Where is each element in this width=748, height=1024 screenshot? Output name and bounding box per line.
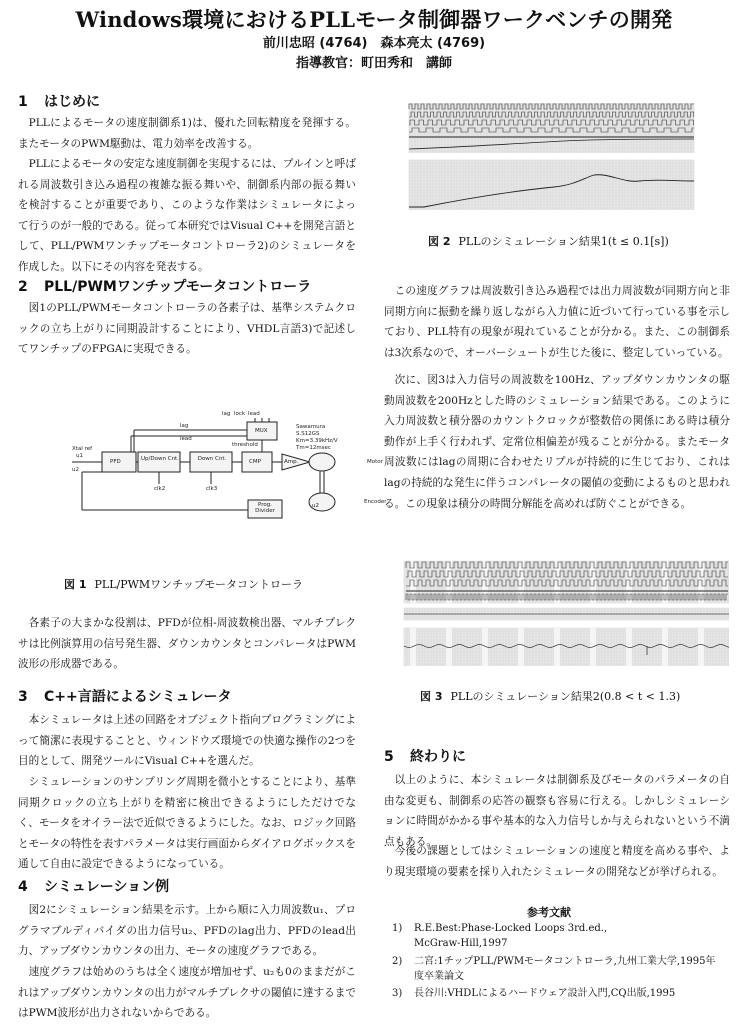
authors: 前川忠昭 (4764) 森本亮太 (4769) xyxy=(262,36,486,51)
section-3-paragraph: 本シミュレータは上述の回路をオブジェクト指向プログラミングによって簡潔に表現することと、ウィンドウズ環境での快適な操作の2つを目的として、開発ツールにVisual C++を選んだ。 xyxy=(18,714,356,768)
section-5-paragraph: 今後の課題としてはシミュレーションの速度と精度を高める事や、より現実環境の要素を採り入れたシミュレータの開発などが挙げられる。 xyxy=(384,845,730,878)
highlight-band xyxy=(554,628,560,666)
section-number: 1 xyxy=(18,94,28,110)
caption-text: PLLのシミュレーション結果2(0.8 < t < 1.3) xyxy=(450,690,681,703)
figure-2-caption xyxy=(428,233,669,249)
signal-clk3: clk3 xyxy=(206,486,218,492)
signal-lag: lag xyxy=(180,423,189,429)
section-1-paragraph: PLLによるモータの安定な速度制御を実現するには、プルインと呼ばれる周波数引き込み過程の複雑な振る舞いや、制御系内部の振る舞いを検討することが重要であり、このような作業はシミュレータによって行うのが一般的である。従って本研究ではVisual C++を開発言語として、PLL/PWMワンチップモータコントローラ2)のシミュレータを作成した。以下にその内容を発表する。 xyxy=(18,158,356,273)
motor-param: Tm=12msec xyxy=(296,445,331,451)
highlight-band xyxy=(698,628,704,666)
motor-param: Km=3.39kHz/V xyxy=(296,438,338,444)
motor-param: Sawamura xyxy=(296,424,326,430)
figure-3-caption xyxy=(420,688,680,704)
section-number: 3 xyxy=(18,689,28,705)
highlight-band xyxy=(482,561,488,603)
block-label-motor: Motor xyxy=(367,459,383,465)
section-5-heading xyxy=(384,746,466,766)
section-2-heading xyxy=(18,276,311,296)
section-title: はじめに xyxy=(44,94,100,110)
section-number: 4 xyxy=(18,879,28,895)
figure-1-caption xyxy=(64,576,303,592)
right-column xyxy=(384,0,730,1021)
reference-number: 1) xyxy=(392,923,403,934)
section-title: PLL/PWMワンチップモータコントローラ xyxy=(44,279,312,295)
section-number: 5 xyxy=(384,749,394,765)
section-1-paragraph: PLLによるモータの速度制御系1)は、優れた回転精度を発揮する。またモータのPWM駆動は、電力効率を改善する。 xyxy=(18,117,356,150)
highlight-band xyxy=(410,561,416,603)
section-number: 2 xyxy=(18,279,28,295)
block-label-cmp: CMP xyxy=(249,459,261,465)
highlight-band xyxy=(698,561,704,603)
motor-params xyxy=(296,424,338,452)
highlight-band xyxy=(518,628,524,666)
reference-text: 長谷川:VHDLによるハードウェア設計入門,CQ出版,1995 xyxy=(414,988,676,999)
motor-param: S.S12GS xyxy=(296,431,320,437)
reference-number: 3) xyxy=(392,988,403,999)
section-4-paragraph: 次に、図3は入力信号の周波数を100Hz、アップダウンカウンタの駆動周波数を200Hzとした時のシミュレーション結果である。このように入力周波数と積分器のカウントクロックが整数倍の関係にある時は積分動作が上手く行われず、定常位相偏差が残ることが分かる。またモータ周波数にはlagの周期に合わせたリプルが持続的に生じており、これはlagの持続的な発生に伴うコンパレータの閾値の変動によるものと思われる。この現象は積分の時間分解能を高めれば防ぐことができる。 xyxy=(384,374,730,510)
signal-lead: lead xyxy=(180,436,192,442)
section-4-paragraph: この速度グラフは周波数引き込み過程では出力周波数が同期方向と非同期方向に振動を繰り返しながら入力値に近づいて行っている事を示しており、PLL特有の現象が現れていることが分かる。また、この制御系は3次系なので、オーバーシュートが生じた後に、整定していっている。 xyxy=(384,285,730,359)
caption-text: PLLのシミュレーション結果1(t ≤ 0.1[s]) xyxy=(458,235,669,248)
signal-threshold: threshold xyxy=(232,442,258,448)
block-label-prog-divider: Prog. Divider xyxy=(255,502,275,514)
section-4-heading xyxy=(18,876,169,896)
highlight-band xyxy=(590,561,596,603)
block-label-encoder: Encoder xyxy=(364,499,387,505)
figure-label: 図 2 xyxy=(428,235,451,248)
section-title: C++言語によるシミュレータ xyxy=(44,689,232,705)
reference-item xyxy=(392,954,722,984)
paper-title: Windows環境におけるPLLモータ制御器ワークベンチの開発 xyxy=(75,7,673,32)
references-title: 参考文献 xyxy=(527,906,571,919)
highlight-band xyxy=(554,561,560,603)
highlight-band xyxy=(662,561,668,603)
speed-graph-area xyxy=(409,160,694,210)
section-3-paragraph: シミュレーションのサンプリング周期を微小とすることにより、基準同期クロックの立ち上がりを精密に検出できるようにしただけでなく、モータをオイラー法で近似できるようにした。なお、ロジック回路とモータの特性を表すパラメータは実行画面からダイアログボックスを通して自由に設定できるようになっている。 xyxy=(18,776,356,871)
highlight-band xyxy=(518,561,524,603)
highlight-band xyxy=(446,561,452,603)
signal-u2-feedback: u2 xyxy=(312,503,319,509)
section-2-paragraph: 図1のPLL/PWMモータコントローラの各素子は、基準システムクロックの立ち上がりに同期設計することにより、VHDL言語3)で記述してワンチップのFPGAに実現できる。 xyxy=(18,302,356,356)
signal-lead-top: lead xyxy=(248,411,260,417)
reference-text: 二宮:1チップPLL/PWMモータコントローラ,九州工業大学,1995年度卒業論文 xyxy=(414,956,716,982)
reference-item xyxy=(392,921,722,951)
signal-u2-in: u2 xyxy=(72,467,79,473)
figure-label: 図 1 xyxy=(64,578,87,591)
section-5-paragraph: 以上のように、本シミュレータは制御系及びモータのパラメータの自由な変更も、制御系の応答の観察も容易に行える。しかしシミュレーションに時間がかかる事や基本的な入力信号しか与えられないという不満点もある。 xyxy=(384,774,730,848)
plot-background xyxy=(409,160,694,210)
figure-1-labels xyxy=(72,411,387,528)
section-3-heading xyxy=(18,686,231,706)
signal-xtal: Xtal ref xyxy=(72,446,93,452)
figure-3-simulation-plot xyxy=(384,553,734,668)
block-label-amp: Amp. xyxy=(284,459,299,465)
section-4-paragraph: 速度グラフは始めのうちは全く速度が増加せず、u₂も0のままだがこれはアップダウンカウンタの出力がマルチプレクサの閾値に達するまではPWM波形が出力されないからである。 xyxy=(18,966,356,1020)
reference-number: 2) xyxy=(392,956,403,967)
section-title: 終わりに xyxy=(410,749,466,765)
signal-lag-top: lag xyxy=(222,411,231,417)
reference-item xyxy=(392,986,722,1001)
signal-u1: u1 xyxy=(76,453,83,459)
figure-2-simulation-plot xyxy=(404,103,696,213)
signal-clk2: clk2 xyxy=(154,486,166,492)
block-label-mux: MUX xyxy=(255,428,268,434)
figure-label: 図 3 xyxy=(420,690,443,703)
reference-text: R.E.Best:Phase-Locked Loops 3rd.ed., McGraw-Hill,1997 xyxy=(414,923,608,949)
caption-text: PLL/PWMワンチップモータコントローラ xyxy=(94,578,303,591)
section-1-heading xyxy=(18,91,100,111)
section-title: シミュレーション例 xyxy=(44,879,170,895)
block-label-pfd: PFD xyxy=(110,459,121,465)
block-label-updown: Up/Down Cnt. xyxy=(141,456,179,462)
block-label-down: Down Cnt. xyxy=(197,456,227,462)
section-2-paragraph: 各素子の大まかな役割は、PFDが位相-周波数検出器、マルチプレクサは比例演算用の信号発生器、ダウンカウンタとコンパレータはPWM波形の形成器である。 xyxy=(18,617,356,671)
signal-lock-top: lock xyxy=(234,411,246,417)
highlight-band xyxy=(626,561,632,603)
section-4-paragraph: 図2にシミュレーション結果を示す。上から順に入力周波数u₁、プログラマブルディバイダの出力信号u₂、PFDのlag出力、PFDのlead出力、アップダウンカウンタの出力、モータの速度グラフである。 xyxy=(18,904,356,958)
advisor: 指導教官：町田秀和 講師 xyxy=(295,56,452,71)
